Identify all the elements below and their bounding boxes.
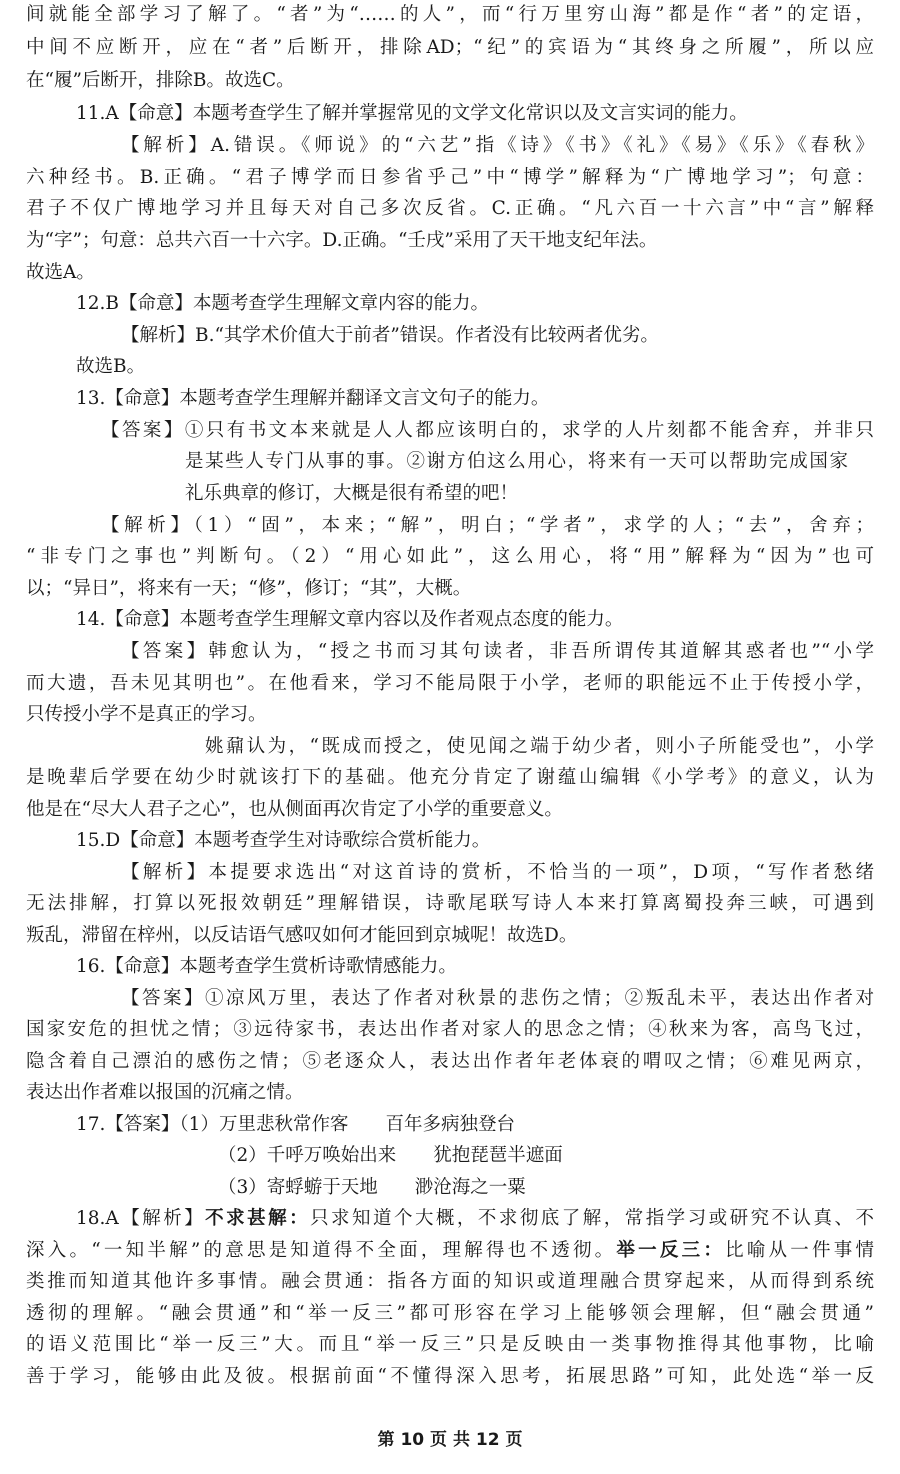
text-line: 的语义范围比“举一反三”大。而且“举一反三”只是反映由一类事物推得其他事物，比喻 <box>26 1334 874 1355</box>
text-line: 隐含着自己漂泊的感伤之情；⑤老逐众人，表达出作者年老体衰的喟叹之情；⑥难见两京， <box>26 1051 874 1072</box>
text-line: 他是在“尽大人君子之心”，也从侧面再次肯定了小学的重要意义。 <box>26 799 563 820</box>
text-line: “非专门之事也”判断句。（2）“用心如此”，这么用心，将“用”解释为“因为”也可 <box>26 546 874 567</box>
text-line: 是晚辈后学要在幼少时就该打下的基础。他充分肯定了谢蕴山编辑《小学考》的意义，认为 <box>26 767 874 788</box>
text-line: 国家安危的担忧之情；③远待家书，表达出作者对家人的思念之情；④秋来为客，高鸟飞过， <box>26 1019 874 1040</box>
text-line: 在“履”后断开，排除B。故选C。 <box>26 70 295 91</box>
text-line: 善于学习，能够由此及彼。根据前面“不懂得深入思考，拓展思路”可知，此处选“举一反 <box>26 1366 874 1387</box>
text-line: 是某些人专门从事的事。②谢方伯这么用心，将来有一天可以帮助完成国家 <box>185 451 848 472</box>
text-line: 礼乐典章的修订，大概是很有希望的吧！ <box>185 483 519 504</box>
text-line: 君子不仅广博地学习并且每天对自己多次反省。C.正确。“凡六百一十六言”中“言”解释 <box>26 198 874 219</box>
text-line: 【解析】B.“其学术价值大于前者”错误。作者没有比较两者优劣。 <box>121 325 659 346</box>
question-13-heading: 13.【命意】本题考查学生理解并翻译文言文句子的能力。 <box>76 388 550 409</box>
text-line: 为“字”；句意：总共六百一十六字。D.正确。“壬戌”采用了天干地支纪年法。 <box>26 230 658 251</box>
question-11-heading: 11.A【命意】本题考查学生了解并掌握常见的文学文化常识以及文言实词的能力。 <box>76 103 748 124</box>
question-16-heading: 16.【命意】本题考查学生赏析诗歌情感能力。 <box>76 956 457 977</box>
text-line: 透彻的理解。“融会贯通”和“举一反三”都可形容在学习上能够领会理解，但“融会贯通” <box>26 1303 874 1324</box>
text-line: 中间不应断开，应在“者”后断开，排除AD；“纪”的宾语为“其终身之所履”，所以应 <box>26 37 874 58</box>
text-line: 【解析】（1）“固”，本来；“解”，明白；“学者”，求学的人；“去”，舍弃； <box>101 515 874 536</box>
text-line: 故选B。 <box>76 356 146 377</box>
text-line: 【答案】韩愈认为，“授之书而习其句读者，非吾所谓传其道解其惑者也”“小学 <box>121 641 874 662</box>
text-line: 【答案】①凉风万里，表达了作者对秋景的悲伤之情；②叛乱未平，表达出作者对 <box>121 988 874 1009</box>
text-line: 表达出作者难以报国的沉痛之情。 <box>26 1082 304 1103</box>
text-line: 【解析】本提要求选出“对这首诗的赏析，不恰当的一项”，D项，“写作者愁绪 <box>121 862 874 883</box>
text-line: 以；“异日”，将来有一天；“修”，修订；“其”，大概。 <box>26 578 472 599</box>
text-line: 【答案】①只有书文本来就是人人都应该明白的，求学的人片刻都不能舍弃，并非只 <box>101 420 874 441</box>
text-line: 六种经书。B.正确。“君子博学而日参省乎己”中“博学”解释为“广博地学习”；句意： <box>26 167 874 188</box>
question-12-heading: 12.B【命意】本题考查学生理解文章内容的能力。 <box>76 293 490 314</box>
text-line: 姚鼐认为，“既成而授之，使见闻之端于幼少者，则小子所能受也”，小学 <box>205 736 874 757</box>
text-line: 类推而知道其他许多事情。融会贯通：指各方面的知识或道理融合贯穿起来，从而得到系统 <box>26 1271 874 1292</box>
text-line: 叛乱，滞留在梓州，以反诘语气感叹如何才能回到京城呢！故选D。 <box>26 925 578 946</box>
text-line: （3）寄蜉蝣于天地 渺沧海之一粟 <box>218 1177 526 1198</box>
text-line: 【解析】A.错误。《师说》的“六艺”指《诗》《书》《礼》《易》《乐》《春秋》 <box>121 135 874 156</box>
text-line: 无法排解，打算以死报效朝廷”理解错误，诗歌尾联写诗人本来打算离蜀投奔三峡，可遇到 <box>26 893 874 914</box>
text-line: 而大遗，吾未见其明也”。在他看来，学习不能局限于小学，老师的职能远不止于传授小学， <box>26 673 874 694</box>
question-18-heading: 18.A【解析】不求甚解：只求知道个大概，不求彻底了解，常指学习或研究不认真、不 <box>76 1208 874 1229</box>
text-line: 故选A。 <box>26 262 95 283</box>
text-line: 深入。“一知半解”的意思是知道得不全面，理解得也不透彻。举一反三：比喻从一件事情 <box>26 1240 874 1261</box>
page-number-footer: 第 10 页 共 12 页 <box>377 1430 523 1450</box>
text-line: （2）千呼万唤始出来 犹抱琵琶半遮面 <box>218 1145 563 1166</box>
text-line: 间就能全部学习了解了。“者”为“……的人”，而“行万里穷山海”都是作“者”的定语， <box>26 4 874 25</box>
question-15-heading: 15.D【命意】本题考查学生对诗歌综合赏析能力。 <box>76 830 491 851</box>
question-17-heading: 17.【答案】（1）万里悲秋常作客 百年多病独登台 <box>76 1114 515 1135</box>
question-14-heading: 14.【命意】本题考查学生理解文章内容以及作者观点态度的能力。 <box>76 609 624 630</box>
text-line: 只传授小学不是真正的学习。 <box>26 704 267 725</box>
